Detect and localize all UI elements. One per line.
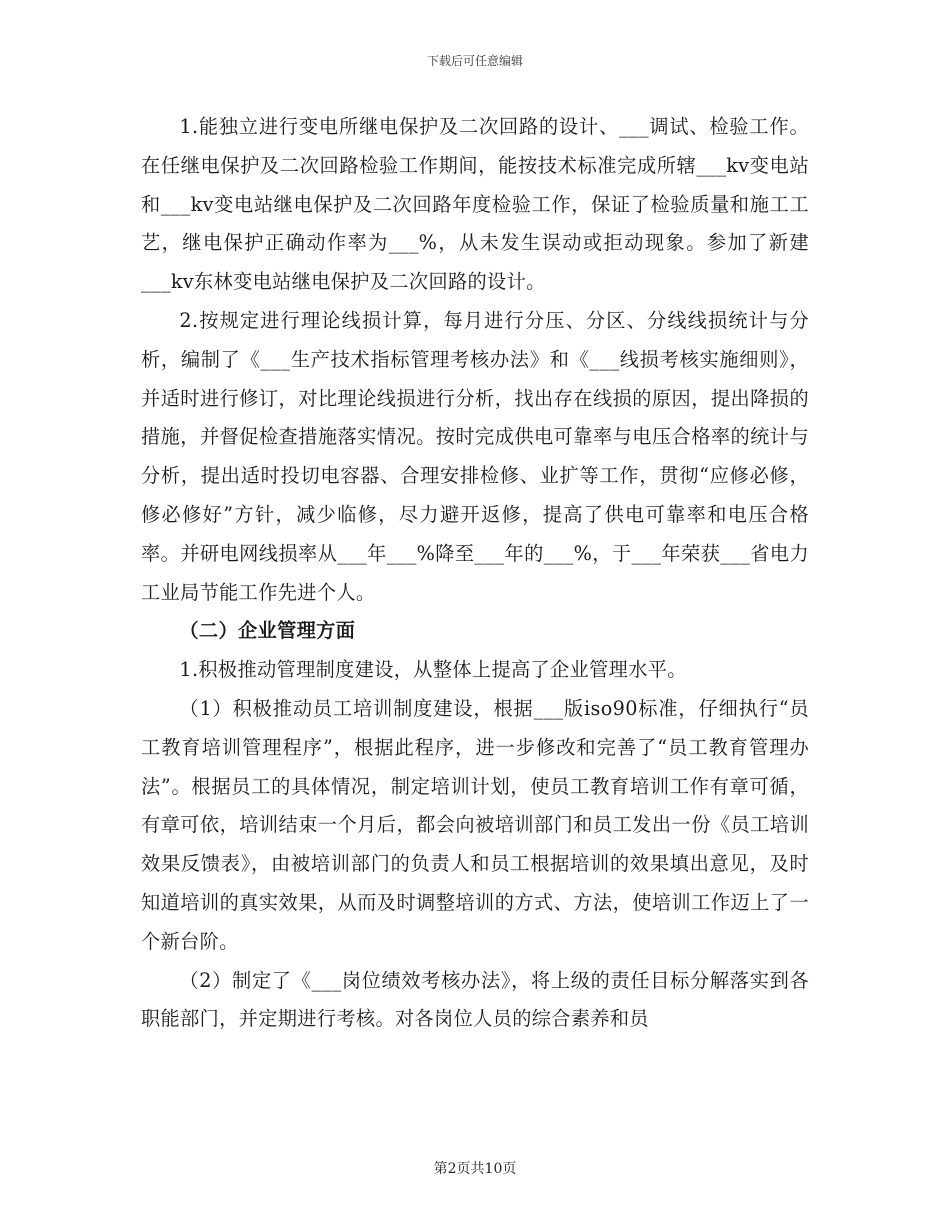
section-heading-enterprise-management: （二）企业管理方面 bbox=[179, 619, 356, 643]
paragraph-line-loss: 2.按规定进行理论线损计算，每月进行分压、分区、分线线损统计与分析，编制了《___生产技术指标管理考核办法》和《___线损考核实施细则》，并适时进行修订，对比理论线损进行分析，找出存在线损的原因，提出降损的措施，并督促检查措施落实情况。按时完成供电可靠率与电压合格率的统计与分析，提出适时投切电容器、合理安排检修、业扩等工作，贯彻“应修必修，修必修好”方针，减少临修，尽力避开返修，提高了供电可靠率和电压合格率。并研电网线损率从___年___%降至___年的___%，于___年荣获___省电力工业局节能工作先进个人。 bbox=[141, 308, 809, 604]
paragraph-performance-assessment: （2）制定了《___岗位绩效考核办法》，将上级的责任目标分解落实到各职能部门，并定期进行考核。对各岗位人员的综合素养和员 bbox=[141, 968, 809, 1031]
paragraph-management-system: 1.积极推动管理制度建设，从整体上提高了企业管理水平。 bbox=[179, 658, 687, 682]
page-header-note: 下载后可任意编辑 bbox=[426, 54, 523, 68]
paragraph-relay-protection: 1.能独立进行变电所继电保护及二次回路的设计、___调试、检验工作。在任继电保护及二次回路检验工作期间，能按技术标准完成所辖___kv变电站和___kv变电站继电保护及二次回路年度检验工作，保证了检验质量和施工工艺，继电保护正确动作率为___%，从未发生误动或拒动现象。参加了新建___kv东林变电站继电保护及二次回路的设计。 bbox=[141, 115, 809, 294]
page-number: 第2页共10页 bbox=[433, 1161, 517, 1177]
document-body bbox=[141, 108, 809, 1039]
paragraph-training-system: （1）积极推动员工培训制度建设，根据___版iso90标准，仔细执行“员工教育培训管理程序”，根据此程序，进一步修改和完善了“员工教育管理办法”。根据员工的具体情况，制定培训计划，使员工教育培训工作有章可循，有章可依，培训结束一个月后，都会向被培训部门和员工发出一份《员工培训效果反馈表》，由被培训部门的负责人和员工根据培训的效果填出意见，及时知道培训的真实效果，从而及时调整培训的方式、方法，使培训工作迈上了一个新台阶。 bbox=[141, 696, 809, 953]
